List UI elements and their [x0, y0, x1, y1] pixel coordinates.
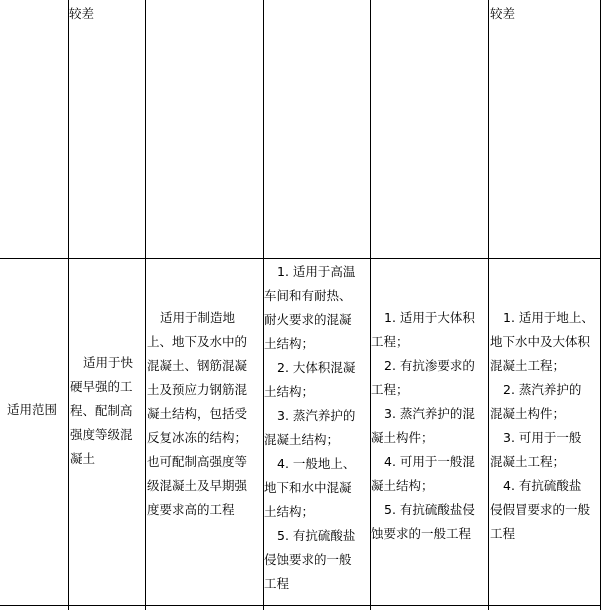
- scope-col6-line: 混凝土构件；: [490, 406, 566, 421]
- scope-col2-line: 硬早强的工: [70, 379, 133, 394]
- scope-col3-line: 适用于制造地: [160, 310, 236, 325]
- scope-col6-line: 1. 适用于地上、: [503, 310, 594, 325]
- scope-col6-cell: [490, 306, 594, 546]
- top-row-col6-text: 较差: [490, 6, 516, 21]
- scope-col2-cell: [70, 351, 133, 471]
- scope-col3-line: 上、地下及水中的: [147, 334, 248, 349]
- scope-col3-line: 混凝土、钢筋混凝: [147, 358, 248, 373]
- scope-col2-line: 程、配制高: [70, 403, 133, 418]
- scope-col3-cell: [147, 306, 247, 522]
- table-bottom-border: [0, 605, 600, 606]
- scope-header: 适用范围: [7, 402, 58, 417]
- scope-col4-line: 土结构；: [264, 504, 315, 519]
- scope-col5-line: 蚀要求的一般工程: [371, 526, 472, 541]
- scope-col5-line: 5. 有抗硫酸盐侵: [384, 502, 475, 517]
- top-row-col2-text: 较差: [69, 6, 95, 21]
- scope-col6-line: 混凝土工程；: [490, 358, 566, 373]
- scope-col3-line: 也可配制高强度等: [147, 454, 248, 469]
- scope-col3-line: 级混凝土及早期强: [147, 478, 248, 493]
- scope-col6-line: 工程: [490, 526, 516, 541]
- scope-col4-line: 耐火要求的混凝: [264, 312, 352, 327]
- scope-col2-line: 凝土: [70, 451, 96, 466]
- scope-col4-line: 地下和水中混凝: [264, 480, 352, 495]
- scope-col4-cell: [264, 260, 355, 596]
- top-row-col2-cell: [69, 6, 94, 22]
- scope-col5-line: 4. 可用于一般混: [384, 454, 475, 469]
- scope-col4-line: 2. 大体积混凝: [277, 360, 356, 375]
- scope-col2-line: 强度等级混: [70, 427, 133, 442]
- scope-col3-line: 度要求高的工程: [147, 502, 235, 517]
- scope-col6-line: 侵假冒要求的一般: [490, 502, 591, 517]
- scope-col5-line: 工程；: [371, 334, 409, 349]
- scope-col5-line: 凝土结构；: [371, 478, 434, 493]
- scope-col6-line: 4. 有抗硫酸盐: [503, 478, 582, 493]
- scope-col4-line: 土结构；: [264, 336, 315, 351]
- scope-col3-line: 凝土结构，包括受: [147, 406, 248, 421]
- column-divider-5: [488, 0, 489, 610]
- column-divider-1: [68, 0, 69, 610]
- scope-col5-line: 凝土构件；: [371, 430, 434, 445]
- scope-col4-line: 工程: [264, 576, 290, 591]
- scope-header-cell: [7, 398, 57, 422]
- scope-col4-line: 4. 一般地上、: [277, 456, 356, 471]
- scope-col5-line: 2. 有抗渗要求的: [384, 358, 475, 373]
- scope-col3-line: 土及预应力钢筋混: [147, 382, 248, 397]
- scope-col4-line: 混凝土结构；: [264, 432, 340, 447]
- scope-col6-line: 2. 蒸汽养护的: [503, 382, 582, 397]
- table-right-border: [600, 0, 601, 610]
- scope-col4-line: 3. 蒸汽养护的: [277, 408, 356, 423]
- scope-col4-line: 土结构；: [264, 384, 315, 399]
- scope-col5-cell: [371, 306, 475, 546]
- scope-col4-line: 侵蚀要求的一般: [264, 552, 352, 567]
- scope-col6-line: 3. 可用于一般: [503, 430, 582, 445]
- scope-col4-line: 5. 有抗硫酸盐: [277, 528, 356, 543]
- scope-col4-line: 车间和有耐热、: [264, 288, 352, 303]
- scope-col5-line: 3. 蒸汽养护的混: [384, 406, 475, 421]
- scope-col6-line: 地下水中及大体积: [490, 334, 591, 349]
- column-divider-2: [145, 0, 146, 610]
- scope-col4-line: 1. 适用于高温: [277, 264, 356, 279]
- scope-col5-line: 工程；: [371, 382, 409, 397]
- row-divider: [0, 258, 600, 259]
- scope-col3-line: 反复冰冻的结构；: [147, 430, 248, 445]
- scope-col2-line: 适用于快: [83, 355, 134, 370]
- scope-col5-line: 1. 适用于大体积: [384, 310, 475, 325]
- top-row-col6-cell: [490, 6, 515, 22]
- scope-col6-line: 混凝土工程；: [490, 454, 566, 469]
